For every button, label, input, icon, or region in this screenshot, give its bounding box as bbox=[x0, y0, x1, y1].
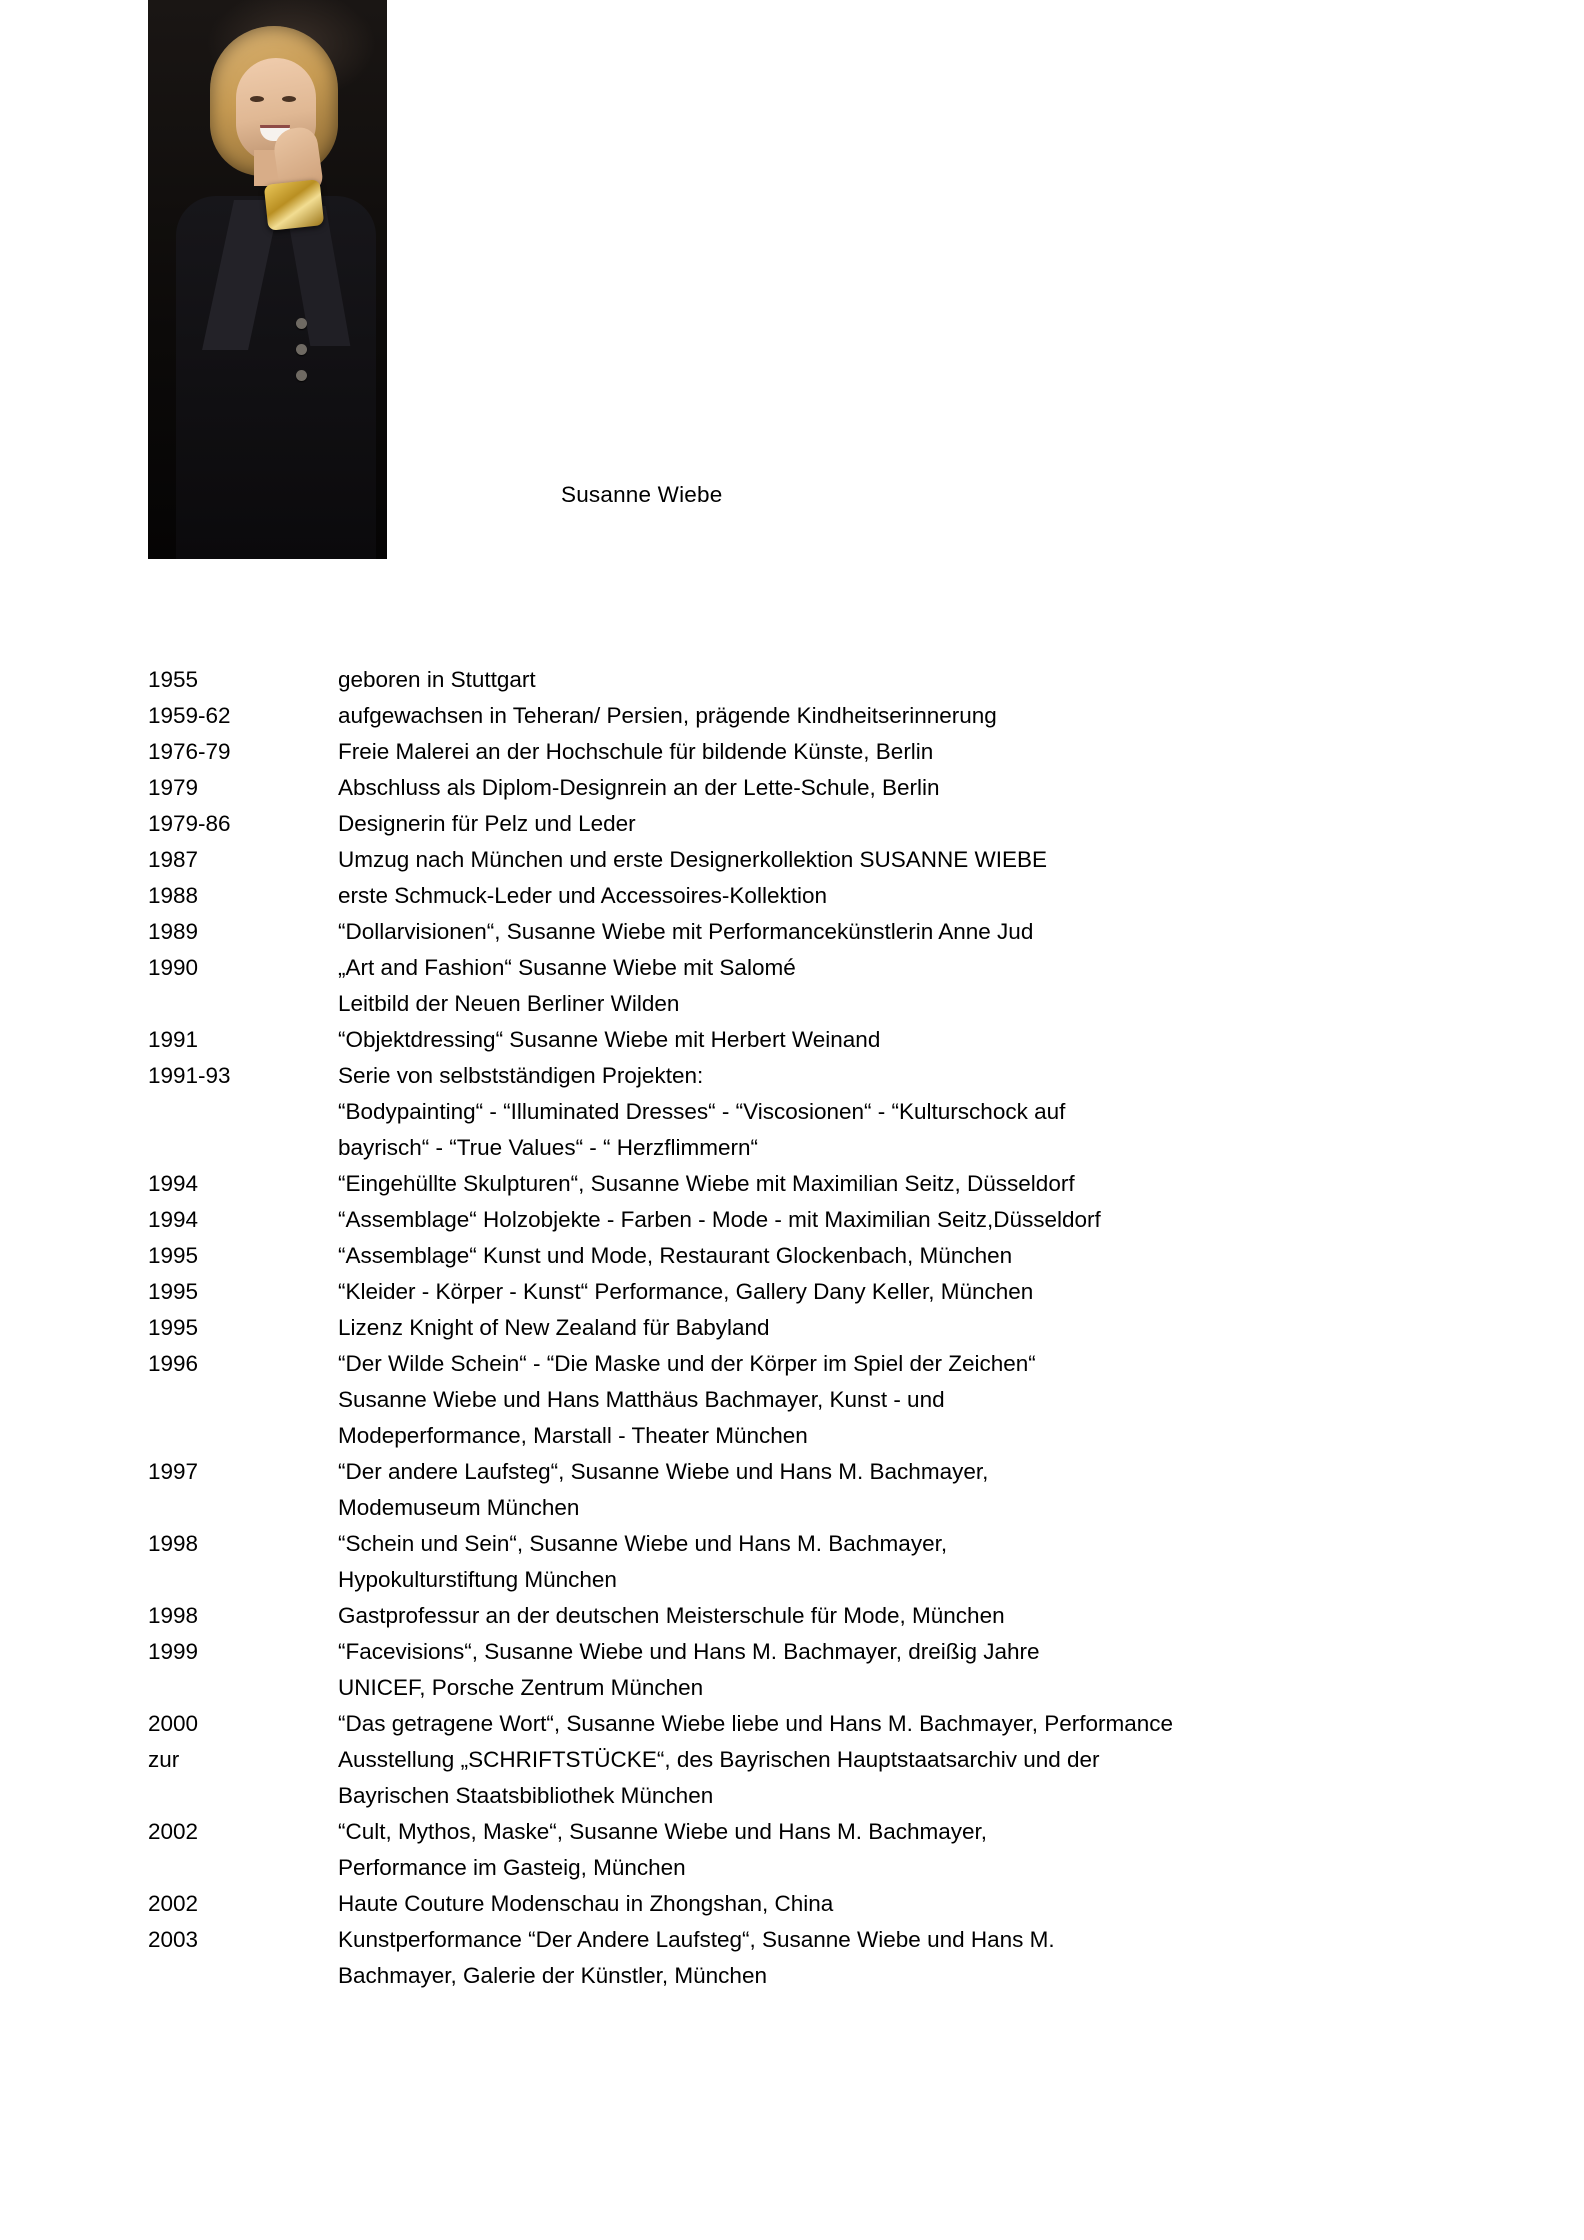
cv-description-line: geboren in Stuttgart bbox=[338, 667, 536, 692]
cv-row bbox=[148, 662, 1458, 698]
cv-year: 1998 bbox=[148, 1531, 199, 1556]
photo-jacket-button bbox=[296, 318, 307, 329]
cv-description-line: Modeperformance, Marstall - Theater München bbox=[338, 1423, 808, 1448]
cv-description bbox=[338, 770, 1458, 806]
cv-year: 2003 bbox=[148, 1927, 199, 1952]
cv-description-line: Bachmayer, Galerie der Künstler, München bbox=[338, 1963, 767, 1988]
cv-description-line: “Schein und Sein“, Susanne Wiebe und Hans M. Bachmayer, bbox=[338, 1531, 948, 1556]
cv-description-line: “Der Wilde Schein“ - “Die Maske und der Körper im Spiel der Zeichen“ bbox=[338, 1351, 1036, 1376]
cv-year: 1959-62 bbox=[148, 703, 231, 728]
cv-row bbox=[148, 1526, 1458, 1598]
cv-year: 2000 bbox=[148, 1711, 199, 1736]
cv-year: 1995 bbox=[148, 1243, 199, 1268]
cv-row bbox=[148, 1238, 1458, 1274]
cv-row bbox=[148, 950, 1458, 1022]
cv-row bbox=[148, 1886, 1458, 1922]
cv-row bbox=[148, 698, 1458, 734]
cv-row bbox=[148, 1598, 1458, 1634]
cv-year: 1979 bbox=[148, 775, 199, 800]
cv-description-line: “Assemblage“ Kunst und Mode, Restaurant Glockenbach, München bbox=[338, 1243, 1013, 1268]
cv-row bbox=[148, 1022, 1458, 1058]
cv-description bbox=[338, 734, 1458, 770]
cv-description-line: “Bodypainting“ - “Illuminated Dresses“ - “Viscosionen“ - “Kulturschock auf bbox=[338, 1099, 1066, 1124]
cv-description bbox=[338, 1310, 1458, 1346]
cv-description-line: “Assemblage“ Holzobjekte - Farben - Mode - mit Maximilian Seitz,Düsseldorf bbox=[338, 1207, 1101, 1232]
cv-description bbox=[338, 1598, 1458, 1634]
cv-description bbox=[338, 662, 1458, 698]
cv-row bbox=[148, 1634, 1458, 1706]
cv-row bbox=[148, 1166, 1458, 1202]
cv-row bbox=[148, 842, 1458, 878]
cv-year: 1991 bbox=[148, 1027, 199, 1052]
cv-row bbox=[148, 1454, 1458, 1526]
cv-description-line: “Dollarvisionen“, Susanne Wiebe mit Performancekünstlerin Anne Jud bbox=[338, 919, 1034, 944]
cv-year: 1976-79 bbox=[148, 739, 231, 764]
cv-year: 1987 bbox=[148, 847, 199, 872]
cv-description bbox=[338, 1058, 1458, 1166]
document-header bbox=[148, 0, 1448, 560]
cv-description-line: Abschluss als Diplom-Designrein an der Lette-Schule, Berlin bbox=[338, 775, 940, 800]
cv-year: 2002 bbox=[148, 1891, 199, 1916]
cv-year: 1991-93 bbox=[148, 1063, 231, 1088]
cv-description bbox=[338, 806, 1458, 842]
cv-description bbox=[338, 1634, 1458, 1706]
cv-year: 1995 bbox=[148, 1279, 199, 1304]
cv-description bbox=[338, 878, 1458, 914]
cv-year: 2002 bbox=[148, 1819, 199, 1844]
cv-description-line: Performance im Gasteig, München bbox=[338, 1855, 686, 1880]
cv-year: 1989 bbox=[148, 919, 199, 944]
cv-year: 1997 bbox=[148, 1459, 199, 1484]
cv-year: 1988 bbox=[148, 883, 199, 908]
cv-row bbox=[148, 806, 1458, 842]
cv-row bbox=[148, 1310, 1458, 1346]
cv-year: 1998 bbox=[148, 1603, 199, 1628]
cv-description-line: “Facevisions“, Susanne Wiebe und Hans M. Bachmayer, dreißig Jahre bbox=[338, 1639, 1040, 1664]
cv-year: zur bbox=[148, 1747, 180, 1772]
cv-row bbox=[148, 914, 1458, 950]
cv-description bbox=[338, 1526, 1458, 1598]
cv-row bbox=[148, 770, 1458, 806]
cv-description bbox=[338, 1814, 1458, 1886]
cv-description bbox=[338, 842, 1458, 878]
photo-bracelet bbox=[264, 179, 325, 231]
cv-description-line: Susanne Wiebe und Hans Matthäus Bachmayer, Kunst - und bbox=[338, 1387, 945, 1412]
cv-year: 1996 bbox=[148, 1351, 199, 1376]
cv-description-line: “Cult, Mythos, Maske“, Susanne Wiebe und Hans M. Bachmayer, bbox=[338, 1819, 988, 1844]
cv-description-line: „Art and Fashion“ Susanne Wiebe mit Salomé bbox=[338, 955, 796, 980]
cv-description bbox=[338, 1922, 1458, 1994]
photo-jacket-button bbox=[296, 370, 307, 381]
cv-description-line: Freie Malerei an der Hochschule für bildende Künste, Berlin bbox=[338, 739, 934, 764]
cv-description bbox=[338, 1166, 1458, 1202]
cv-description-line: aufgewachsen in Teheran/ Persien, prägende Kindheitserinnerung bbox=[338, 703, 997, 728]
cv-description bbox=[338, 1454, 1458, 1526]
portrait-photo bbox=[148, 0, 387, 559]
cv-row bbox=[148, 878, 1458, 914]
cv-description bbox=[338, 950, 1458, 1022]
page-title: Susanne Wiebe bbox=[561, 482, 723, 507]
photo-eye-left bbox=[250, 96, 264, 102]
cv-year: 1999 bbox=[148, 1639, 199, 1664]
cv-description-line: Modemuseum München bbox=[338, 1495, 580, 1520]
cv-year: 1994 bbox=[148, 1171, 199, 1196]
photo-jacket-button bbox=[296, 344, 307, 355]
cv-description-line: Lizenz Knight of New Zealand für Babyland bbox=[338, 1315, 770, 1340]
cv-description bbox=[338, 1346, 1458, 1454]
cv-row bbox=[148, 1274, 1458, 1310]
cv-description bbox=[338, 914, 1458, 950]
cv-row bbox=[148, 1922, 1458, 1994]
cv-description bbox=[338, 1706, 1458, 1742]
cv-row bbox=[148, 1058, 1458, 1166]
cv-description-line: Hypokulturstiftung München bbox=[338, 1567, 617, 1592]
cv-description bbox=[338, 698, 1458, 734]
cv-description-line: “Kleider - Körper - Kunst“ Performance, Gallery Dany Keller, München bbox=[338, 1279, 1034, 1304]
cv-year: 1955 bbox=[148, 667, 199, 692]
cv-description-line: UNICEF, Porsche Zentrum München bbox=[338, 1675, 704, 1700]
cv-row bbox=[148, 1346, 1458, 1454]
cv-description bbox=[338, 1202, 1458, 1238]
cv-row bbox=[148, 1742, 1458, 1814]
cv-description-line: “Objektdressing“ Susanne Wiebe mit Herbert Weinand bbox=[338, 1027, 881, 1052]
cv-row bbox=[148, 1706, 1458, 1742]
cv-description bbox=[338, 1742, 1458, 1814]
cv-timeline bbox=[148, 662, 1458, 1994]
cv-row bbox=[148, 1202, 1458, 1238]
cv-description-line: Ausstellung „SCHRIFTSTÜCKE“, des Bayrischen Hauptstaatsarchiv und der bbox=[338, 1747, 1100, 1772]
cv-description-line: Bayrischen Staatsbibliothek München bbox=[338, 1783, 714, 1808]
cv-description-line: Leitbild der Neuen Berliner Wilden bbox=[338, 991, 680, 1016]
photo-eye-right bbox=[282, 96, 296, 102]
cv-description-line: “Der andere Laufsteg“, Susanne Wiebe und Hans M. Bachmayer, bbox=[338, 1459, 989, 1484]
cv-description-line: Serie von selbstständigen Projekten: bbox=[338, 1063, 704, 1088]
cv-description-line: “Eingehüllte Skulpturen“, Susanne Wiebe mit Maximilian Seitz, Düsseldorf bbox=[338, 1171, 1075, 1196]
photo-jacket bbox=[176, 196, 376, 559]
cv-description-line: Umzug nach München und erste Designerkollektion SUSANNE WIEBE bbox=[338, 847, 1048, 872]
cv-year: 1995 bbox=[148, 1315, 199, 1340]
cv-year: 1994 bbox=[148, 1207, 199, 1232]
cv-year: 1990 bbox=[148, 955, 199, 980]
cv-row bbox=[148, 1814, 1458, 1886]
cv-description-line: Kunstperformance “Der Andere Laufsteg“, Susanne Wiebe und Hans M. bbox=[338, 1927, 1055, 1952]
cv-description-line: Gastprofessur an der deutschen Meisterschule für Mode, München bbox=[338, 1603, 1005, 1628]
cv-description-line: Haute Couture Modenschau in Zhongshan, China bbox=[338, 1891, 834, 1916]
cv-description bbox=[338, 1886, 1458, 1922]
cv-year: 1979-86 bbox=[148, 811, 231, 836]
cv-description-line: erste Schmuck-Leder und Accessoires-Kollektion bbox=[338, 883, 827, 908]
cv-description bbox=[338, 1238, 1458, 1274]
cv-row bbox=[148, 734, 1458, 770]
cv-description bbox=[338, 1274, 1458, 1310]
cv-description bbox=[338, 1022, 1458, 1058]
cv-description-line: Designerin für Pelz und Leder bbox=[338, 811, 636, 836]
cv-description-line: “Das getragene Wort“, Susanne Wiebe liebe und Hans M. Bachmayer, Performance bbox=[338, 1711, 1173, 1736]
cv-description-line: bayrisch“ - “True Values“ - “ Herzflimmern“ bbox=[338, 1135, 759, 1160]
